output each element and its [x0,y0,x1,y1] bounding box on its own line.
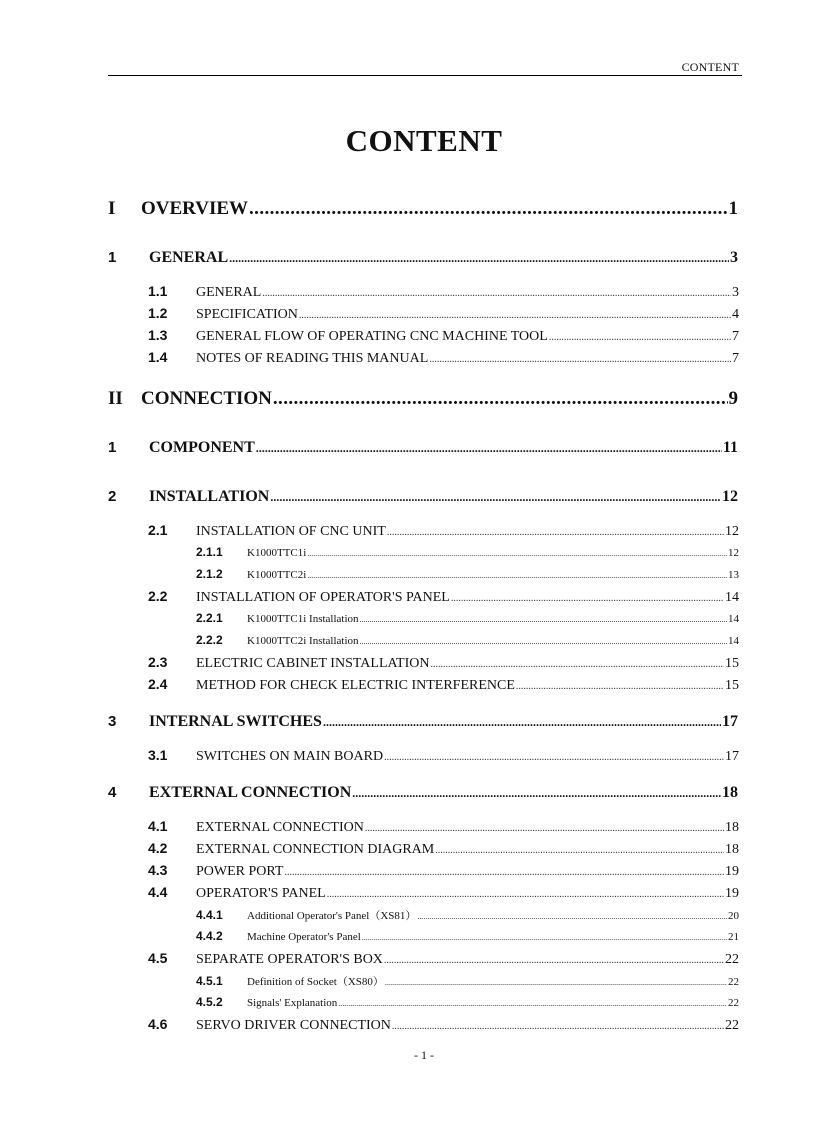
toc-leader-dots [392,1021,724,1032]
toc-page-number: 17 [722,713,738,730]
toc-page-number: 18 [722,784,738,801]
toc-leader-dots [338,999,727,1008]
toc-subsection-label: Machine Operator's Panel [247,931,361,943]
toc-page-number: 22 [725,1018,739,1033]
toc-page-number: 15 [725,656,739,671]
toc-part-number: II [108,388,123,409]
toc-section-2-1[interactable] [148,522,739,540]
toc-section-label: EXTERNAL CONNECTION [196,820,364,835]
toc-subsection-2-1-1[interactable] [196,545,739,559]
toc-subsection-number: 2.1.2 [196,567,223,581]
toc-chapter-number: 3 [108,713,117,730]
toc-leader-dots [435,845,724,856]
toc-leader-dots [327,889,724,900]
toc-chapter-general[interactable] [108,249,738,267]
toc-page-number: 17 [725,749,739,764]
toc-subsection-2-2-2[interactable] [196,633,739,647]
toc-section-label: SEPARATE OPERATOR'S BOX [196,952,383,967]
toc-section-number: 4.5 [148,950,168,966]
toc-section-number: 2.2 [148,588,168,604]
toc-leader-dots [307,571,727,580]
toc-section-number: 1.1 [148,283,168,299]
toc-section-number: 3.1 [148,747,168,763]
toc-subsection-2-1-2[interactable] [196,567,739,581]
toc-section-4-4[interactable] [148,884,739,902]
toc-section-3-1[interactable] [148,747,739,765]
toc-page-number: 13 [728,569,739,581]
toc-leader-dots [384,955,724,966]
toc-subsection-label: K1000TTC1i [247,547,307,559]
toc-page-number: 22 [725,952,739,967]
toc-section-number: 4.4 [148,884,168,900]
toc-chapter-installation[interactable] [108,488,738,506]
toc-part-overview[interactable] [108,198,738,220]
toc-leader-dots [256,441,722,456]
toc-section-label: GENERAL [196,285,262,300]
toc-page-number: 20 [728,910,739,922]
toc-page-number: 4 [732,307,739,322]
toc-subsection-4-5-2[interactable] [196,995,739,1009]
toc-section-4-1[interactable] [148,818,739,836]
toc-subsection-label: K1000TTC2i [247,569,307,581]
toc-chapter-label: INSTALLATION [149,488,270,505]
toc-subsection-2-2-1[interactable] [196,611,739,625]
toc-section-label: OPERATOR'S PANEL [196,886,326,901]
toc-page-number: 3 [732,285,739,300]
toc-leader-dots [516,681,724,692]
toc-section-label: METHOD FOR CHECK ELECTRIC INTERFERENCE [196,678,515,693]
toc-leader-dots [273,388,728,410]
toc-chapter-label: INTERNAL SWITCHES [149,713,322,730]
toc-leader-dots [365,823,724,834]
toc-section-number: 4.3 [148,862,168,878]
toc-leader-dots [431,659,725,670]
toc-chapter-external-connection[interactable] [108,784,738,802]
toc-section-4-5[interactable] [148,950,739,968]
toc-leader-dots [385,978,727,987]
running-header-title: CONTENT [681,60,739,74]
toc-section-4-3[interactable] [148,862,739,880]
toc-page-number: 14 [728,635,739,647]
toc-page-number: 21 [728,931,739,943]
toc-subsection-number: 2.1.1 [196,545,223,559]
toc-page-number: 3 [730,249,738,266]
toc-section-number: 4.2 [148,840,168,856]
toc-section-number: 1.2 [148,305,168,321]
toc-section-number: 4.6 [148,1016,168,1032]
toc-section-label: ELECTRIC CABINET INSTALLATION [196,656,430,671]
toc-subsection-label: K1000TTC1i Installation [247,613,359,625]
toc-subsection-number: 4.4.2 [196,929,223,943]
toc-leader-dots [323,715,721,730]
toc-leader-dots [249,198,727,220]
toc-leader-dots [417,912,727,921]
toc-section-4-2[interactable] [148,840,739,858]
toc-subsection-number: 4.5.1 [196,974,223,988]
toc-subsection-4-5-1[interactable] [196,973,739,989]
toc-chapter-label: COMPONENT [149,439,255,456]
toc-page-number: 15 [725,678,739,693]
toc-section-4-6[interactable] [148,1016,739,1034]
toc-page-number: 14 [728,613,739,625]
toc-leader-dots [270,490,721,505]
toc-leader-dots [299,310,731,321]
toc-section-label: NOTES OF READING THIS MANUAL [196,351,429,366]
toc-leader-dots [307,549,727,558]
toc-leader-dots [352,786,721,801]
toc-page-number: 7 [732,351,739,366]
toc-chapter-number: 4 [108,784,117,801]
toc-section-1-3[interactable] [148,327,739,345]
toc-section-label: INSTALLATION OF CNC UNIT [196,524,386,539]
toc-section-label: INSTALLATION OF OPERATOR'S PANEL [196,590,450,605]
toc-section-label: SERVO DRIVER CONNECTION [196,1018,391,1033]
toc-leader-dots [429,354,731,365]
toc-section-2-4[interactable] [148,676,739,694]
toc-subsection-number: 4.5.2 [196,995,223,1009]
toc-page-number: 14 [725,590,739,605]
toc-leader-dots [387,527,724,538]
toc-section-number: 2.3 [148,654,168,670]
toc-section-1-2[interactable] [148,305,739,323]
toc-subsection-label: Additional Operator's Panel（XS81） [247,910,417,922]
toc-subsection-label: Signals' Explanation [247,997,338,1009]
toc-section-label: SPECIFICATION [196,307,298,322]
toc-section-1-4[interactable] [148,349,739,367]
toc-leader-dots [284,867,724,878]
toc-leader-dots [360,637,727,646]
toc-chapter-label: GENERAL [149,249,229,266]
toc-page-number: 18 [725,842,739,857]
toc-part-number: I [108,198,116,219]
toc-chapter-number: 1 [108,249,117,266]
toc-section-number: 1.3 [148,327,168,343]
toc-page-number: 12 [728,547,739,559]
toc-subsection-label: K1000TTC2i Installation [247,635,359,647]
toc-page-number: 19 [725,886,739,901]
toc-section-1-1[interactable] [148,283,739,301]
toc-section-2-2[interactable] [148,588,739,606]
toc-page-number: 22 [728,997,739,1009]
toc-leader-dots [384,752,724,763]
toc-subsection-4-4-1[interactable] [196,907,739,923]
toc-subsection-number: 4.4.1 [196,908,223,922]
toc-page-number: 7 [732,329,739,344]
toc-leader-dots [360,615,727,624]
toc-subsection-label: Definition of Socket（XS80） [247,976,384,988]
toc-part-label: OVERVIEW [141,198,249,219]
toc-chapter-component[interactable] [108,439,738,457]
toc-page-number: 19 [725,864,739,879]
toc-section-label: POWER PORT [196,864,284,879]
toc-chapter-label: EXTERNAL CONNECTION [149,784,352,801]
page-number-footer: - 1 - [414,1048,434,1062]
toc-part-connection[interactable] [108,388,738,410]
toc-section-label: EXTERNAL CONNECTION DIAGRAM [196,842,435,857]
toc-subsection-number: 2.2.2 [196,633,223,647]
toc-leader-dots [451,593,724,604]
toc-section-number: 4.1 [148,818,168,834]
toc-section-number: 2.4 [148,676,168,692]
toc-page-number: 12 [722,488,738,505]
toc-section-number: 2.1 [148,522,168,538]
toc-section-2-3[interactable] [148,654,739,672]
toc-chapter-number: 1 [108,439,117,456]
toc-leader-dots [229,251,729,266]
toc-part-label: CONNECTION [141,388,272,409]
toc-page-number: 1 [728,198,738,219]
toc-section-label: SWITCHES ON MAIN BOARD [196,749,384,764]
toc-subsection-number: 2.2.1 [196,611,223,625]
toc-chapter-internal-switches[interactable] [108,713,738,731]
toc-page-number: 9 [728,388,738,409]
toc-leader-dots [362,933,727,942]
toc-page-number: 18 [725,820,739,835]
header-rule [108,75,742,76]
toc-section-label: GENERAL FLOW OF OPERATING CNC MACHINE TOOL [196,329,548,344]
toc-subsection-4-4-2[interactable] [196,929,739,943]
toc-chapter-number: 2 [108,488,117,505]
toc-page-number: 11 [722,439,738,456]
toc-page-number: 22 [728,976,739,988]
toc-leader-dots [549,332,731,343]
toc-page-number: 12 [725,524,739,539]
toc-leader-dots [262,288,731,299]
toc-section-number: 1.4 [148,349,168,365]
page-title: CONTENT [345,123,503,158]
